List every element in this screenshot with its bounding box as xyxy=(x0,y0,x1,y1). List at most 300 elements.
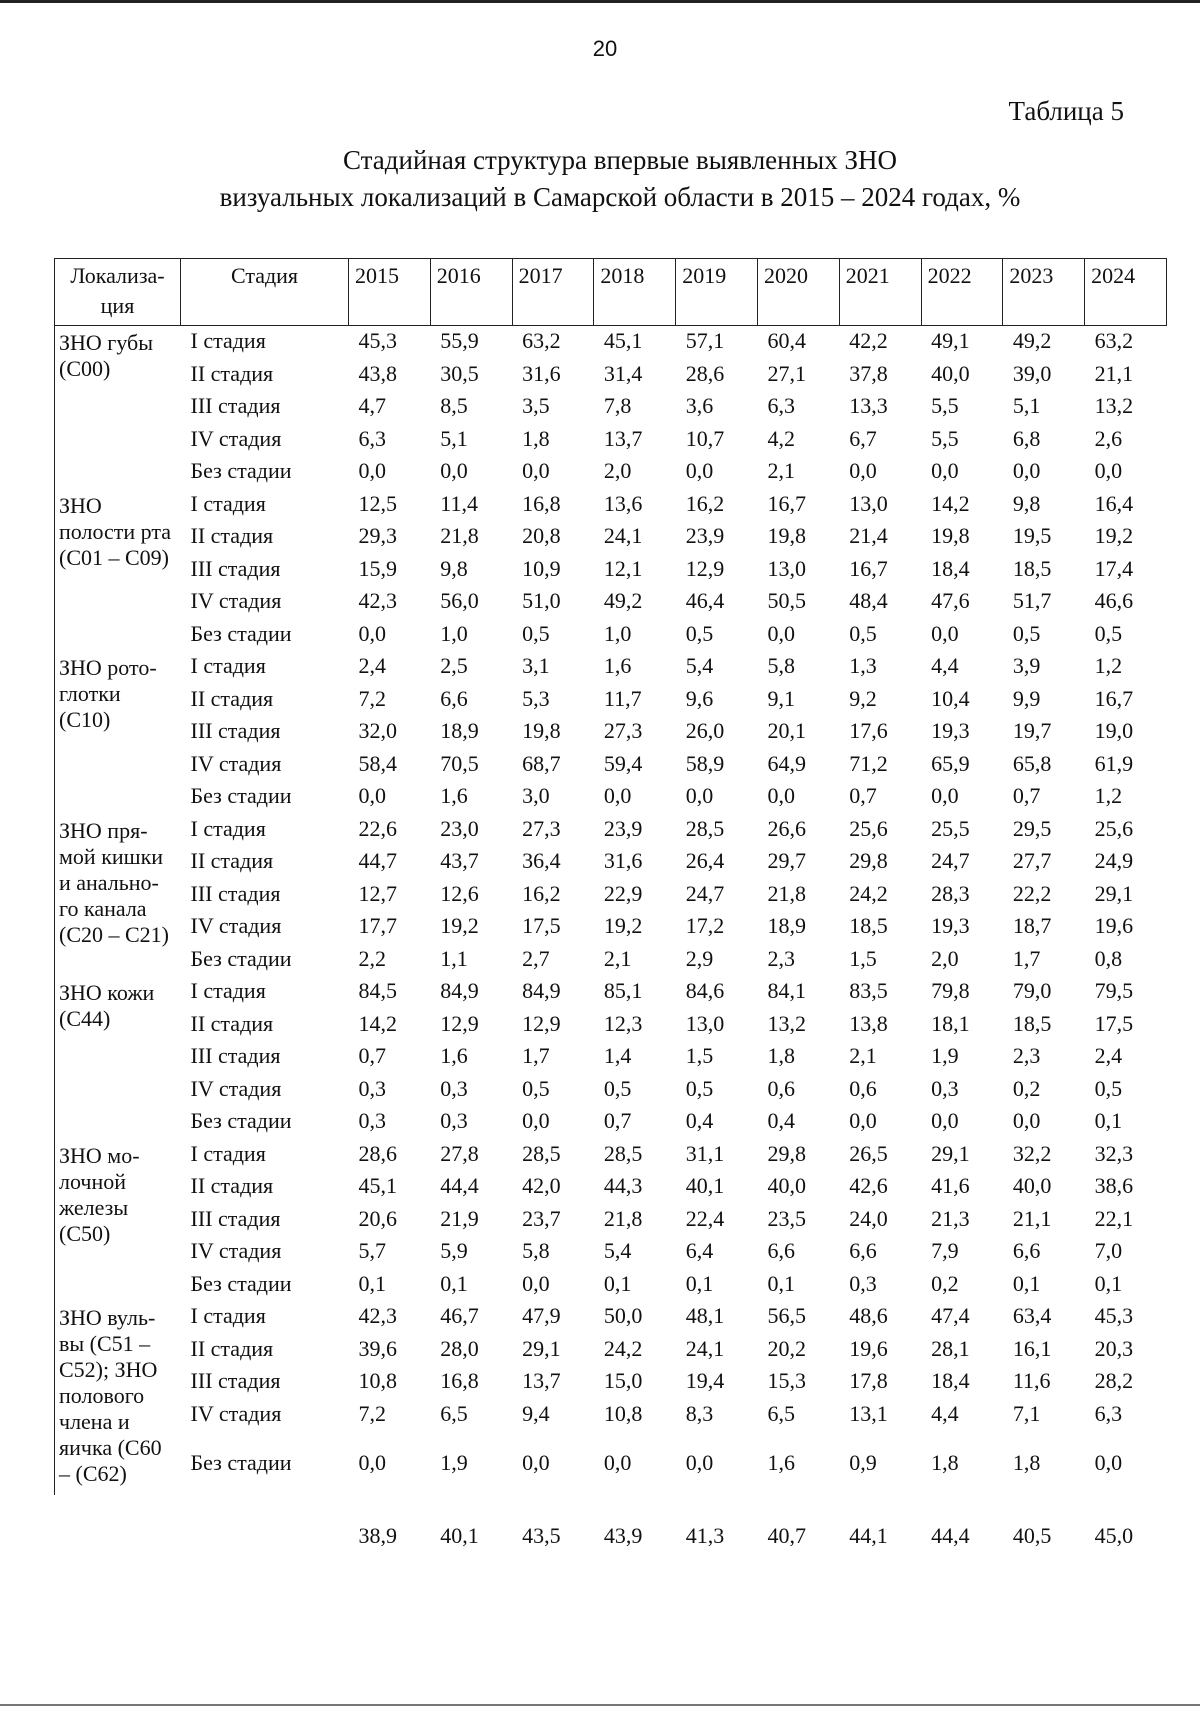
value-cell: 3,0 xyxy=(522,783,550,808)
value-cell: 45,3 xyxy=(358,328,397,353)
table-row xyxy=(55,846,1167,879)
stage-label: IV стадия xyxy=(190,1075,282,1101)
value-cell: 9,1 xyxy=(767,685,795,711)
value-cell: 5,9 xyxy=(440,1238,468,1263)
value-cell: 7,9 xyxy=(931,1238,959,1263)
value-cell: 0,5 xyxy=(603,1075,632,1101)
value-cell: 3,9 xyxy=(1012,653,1041,678)
table-row xyxy=(55,489,1167,522)
value-cell: 84,9 xyxy=(522,978,561,1003)
value-cell: 44,4 xyxy=(440,1173,479,1198)
value-cell: 0,6 xyxy=(849,1075,877,1101)
summary-value-cell: 44,4 xyxy=(931,1523,970,1548)
value-cell: 16,1 xyxy=(1012,1335,1052,1361)
table-row xyxy=(55,1106,1167,1139)
value-cell: 19,6 xyxy=(849,1335,888,1361)
value-cell: 19,2 xyxy=(1094,523,1134,548)
table-row xyxy=(55,1041,1167,1074)
value-cell: 0,0 xyxy=(931,620,959,646)
value-cell: 9,8 xyxy=(1012,490,1041,516)
value-cell: 2,7 xyxy=(522,945,550,971)
value-cell: 0,0 xyxy=(522,458,550,483)
header-year: 2018 xyxy=(594,259,676,326)
value-cell: 0,0 xyxy=(1012,458,1041,483)
value-cell: 0,0 xyxy=(522,1108,550,1133)
table-row xyxy=(55,456,1167,489)
value-cell: 49,1 xyxy=(931,328,970,353)
summary-value-cell: 43,5 xyxy=(522,1523,561,1548)
stage-label: II стадия xyxy=(190,523,274,548)
value-cell: 13,8 xyxy=(849,1010,888,1036)
table-row xyxy=(55,1269,1167,1302)
value-cell: 0,0 xyxy=(522,1270,550,1296)
value-cell: 28,1 xyxy=(931,1335,970,1361)
value-cell: 28,5 xyxy=(685,815,725,841)
page-number: 20 xyxy=(592,36,618,61)
value-cell: 18,4 xyxy=(931,555,970,581)
value-cell: 2,4 xyxy=(1094,1043,1123,1068)
value-cell: 42,2 xyxy=(849,328,888,353)
value-cell: 6,6 xyxy=(440,685,468,711)
value-cell: 23,9 xyxy=(685,523,725,548)
value-cell: 4,4 xyxy=(931,1400,959,1426)
value-cell: 0,0 xyxy=(767,620,795,646)
value-cell: 1,3 xyxy=(849,653,877,678)
value-cell: 2,6 xyxy=(1094,425,1123,451)
stage-label: IV стадия xyxy=(190,750,282,776)
value-cell: 32,2 xyxy=(1012,1140,1052,1166)
value-cell: 2,0 xyxy=(931,945,959,971)
value-cell: 28,6 xyxy=(358,1140,397,1166)
value-cell: 16,7 xyxy=(849,555,888,581)
value-cell: 12,7 xyxy=(358,880,397,906)
table-row xyxy=(55,1431,1167,1495)
table-row xyxy=(55,781,1167,814)
value-cell: 0,8 xyxy=(1094,945,1123,971)
value-cell: 21,3 xyxy=(931,1205,970,1231)
value-cell: 84,6 xyxy=(685,978,725,1003)
value-cell: 79,0 xyxy=(1012,978,1052,1003)
value-cell: 0,3 xyxy=(931,1075,959,1101)
value-cell: 0,0 xyxy=(849,1108,877,1133)
value-cell: 19,8 xyxy=(931,523,970,548)
value-cell: 16,4 xyxy=(1094,490,1134,516)
value-cell: 13,1 xyxy=(849,1400,888,1426)
value-cell: 2,9 xyxy=(685,945,714,971)
stage-label: Без стадии xyxy=(190,458,292,483)
value-cell: 13,6 xyxy=(603,490,643,516)
value-cell: 21,8 xyxy=(767,880,806,906)
value-cell: 45,1 xyxy=(603,328,643,353)
value-cell: 18,5 xyxy=(1012,555,1052,581)
value-cell: 79,5 xyxy=(1094,978,1134,1003)
value-cell: 0,6 xyxy=(767,1075,795,1101)
value-cell: 15,3 xyxy=(767,1368,806,1393)
value-cell: 10,4 xyxy=(931,685,970,711)
localization-label: ЗНО пря-мой кишки и анально-го канала (С20 – С21) xyxy=(55,814,181,977)
value-cell: 15,9 xyxy=(358,555,397,581)
value-cell: 2,5 xyxy=(440,653,468,678)
value-cell: 0,1 xyxy=(1094,1270,1123,1296)
value-cell: 22,6 xyxy=(358,815,397,841)
summary-value-cell: 40,5 xyxy=(1012,1523,1052,1548)
value-cell: 0,5 xyxy=(685,1075,714,1101)
value-cell: 8,5 xyxy=(440,393,468,418)
value-cell: 71,2 xyxy=(849,750,888,776)
value-cell: 50,0 xyxy=(603,1303,643,1328)
table-row xyxy=(55,684,1167,717)
value-cell: 85,1 xyxy=(603,978,643,1003)
value-cell: 1,6 xyxy=(440,1043,468,1068)
value-cell: 63,2 xyxy=(522,328,561,353)
value-cell: 3,5 xyxy=(522,393,550,418)
value-cell: 47,9 xyxy=(522,1303,561,1328)
stage-label: I стадия xyxy=(190,815,266,841)
value-cell: 6,6 xyxy=(1012,1238,1041,1263)
header-year: 2016 xyxy=(430,259,512,326)
value-cell: 0,3 xyxy=(440,1075,468,1101)
value-cell: 79,8 xyxy=(931,978,970,1003)
value-cell: 0,0 xyxy=(685,458,714,483)
value-cell: 19,0 xyxy=(1094,718,1134,743)
value-cell: 0,1 xyxy=(685,1270,714,1296)
stage-label: I стадия xyxy=(190,328,266,353)
value-cell: 17,7 xyxy=(358,913,397,938)
value-cell: 43,8 xyxy=(358,360,397,386)
value-cell: 16,8 xyxy=(522,490,561,516)
stage-label: I стадия xyxy=(190,1303,266,1328)
value-cell: 5,3 xyxy=(522,685,550,711)
value-cell: 24,1 xyxy=(603,523,643,548)
header-localization: Локализа-ция xyxy=(55,259,181,326)
value-cell: 5,8 xyxy=(522,1238,550,1263)
value-cell: 0,0 xyxy=(931,458,959,483)
stage-label: Без стадии xyxy=(190,1450,292,1475)
value-cell: 84,5 xyxy=(358,978,397,1003)
value-cell: 17,8 xyxy=(849,1368,888,1393)
value-cell: 0,2 xyxy=(1012,1075,1041,1101)
value-cell: 18,7 xyxy=(1012,913,1052,938)
value-cell: 13,7 xyxy=(522,1368,561,1393)
value-cell: 44,3 xyxy=(603,1173,643,1198)
value-cell: 18,9 xyxy=(767,913,806,938)
value-cell: 11,7 xyxy=(603,685,642,711)
stage-label: II стадия xyxy=(190,1173,274,1198)
value-cell: 0,0 xyxy=(685,783,714,808)
value-cell: 13,0 xyxy=(685,1010,725,1036)
value-cell: 0,3 xyxy=(849,1270,877,1296)
value-cell: 6,6 xyxy=(767,1238,795,1263)
value-cell: 38,6 xyxy=(1094,1173,1134,1198)
value-cell: 11,4 xyxy=(440,490,478,516)
stage-label: I стадия xyxy=(190,978,266,1003)
stage-label: IV стадия xyxy=(190,425,282,451)
top-border-line xyxy=(0,0,1200,3)
summary-row xyxy=(55,1495,1167,1567)
table-row xyxy=(55,554,1167,587)
empty-cell xyxy=(55,1495,181,1567)
value-cell: 24,7 xyxy=(685,880,725,906)
value-cell: 28,6 xyxy=(685,360,725,386)
header-year: 2019 xyxy=(676,259,758,326)
value-cell: 2,1 xyxy=(603,945,632,971)
stage-label: IV стадия xyxy=(190,1238,282,1263)
table-row xyxy=(55,359,1167,392)
stage-label: II стадия xyxy=(190,685,274,711)
summary-value-cell: 41,3 xyxy=(685,1523,725,1548)
value-cell: 50,5 xyxy=(767,588,806,613)
value-cell: 31,6 xyxy=(603,848,643,873)
value-cell: 42,3 xyxy=(358,1303,397,1328)
value-cell: 6,8 xyxy=(1012,425,1041,451)
value-cell: 13,2 xyxy=(767,1010,806,1036)
value-cell: 17,5 xyxy=(522,913,561,938)
value-cell: 0,0 xyxy=(603,1450,632,1475)
value-cell: 60,4 xyxy=(767,328,806,353)
table-row xyxy=(55,976,1167,1009)
value-cell: 0,1 xyxy=(1094,1108,1123,1133)
value-cell: 11,6 xyxy=(1012,1368,1051,1393)
value-cell: 24,0 xyxy=(849,1205,888,1231)
value-cell: 5,5 xyxy=(931,425,959,451)
table-row xyxy=(55,1009,1167,1042)
header-year: 2021 xyxy=(839,259,921,326)
header-year: 2020 xyxy=(757,259,839,326)
value-cell: 13,2 xyxy=(1094,393,1134,418)
value-cell: 48,1 xyxy=(685,1303,725,1328)
value-cell: 1,8 xyxy=(767,1043,795,1068)
value-cell: 61,9 xyxy=(1094,750,1134,776)
table-row xyxy=(55,911,1167,944)
value-cell: 39,6 xyxy=(358,1335,397,1361)
value-cell: 5,4 xyxy=(603,1238,632,1263)
value-cell: 5,1 xyxy=(1012,393,1041,418)
value-cell: 64,9 xyxy=(767,750,806,776)
value-cell: 0,1 xyxy=(1012,1270,1041,1296)
value-cell: 12,9 xyxy=(522,1010,561,1036)
value-cell: 14,2 xyxy=(931,490,970,516)
summary-value-cell: 45,0 xyxy=(1094,1523,1134,1548)
value-cell: 12,6 xyxy=(440,880,479,906)
value-cell: 0,0 xyxy=(685,1450,714,1475)
value-cell: 13,0 xyxy=(849,490,888,516)
value-cell: 17,4 xyxy=(1094,555,1134,581)
value-cell: 13,3 xyxy=(849,393,888,418)
value-cell: 0,3 xyxy=(358,1075,386,1101)
value-cell: 0,1 xyxy=(767,1270,795,1296)
value-cell: 0,3 xyxy=(358,1108,386,1133)
stage-label: II стадия xyxy=(190,848,274,873)
value-cell: 27,3 xyxy=(522,815,561,841)
value-cell: 21,4 xyxy=(849,523,888,548)
table-row xyxy=(55,651,1167,684)
value-cell: 29,1 xyxy=(522,1335,561,1361)
value-cell: 28,3 xyxy=(931,880,970,906)
value-cell: 25,5 xyxy=(931,815,970,841)
table-row xyxy=(55,521,1167,554)
value-cell: 6,4 xyxy=(685,1238,714,1263)
value-cell: 4,7 xyxy=(358,393,386,418)
value-cell: 10,7 xyxy=(685,425,725,451)
value-cell: 13,0 xyxy=(767,555,806,581)
stage-label: II стадия xyxy=(190,1010,274,1036)
value-cell: 0,5 xyxy=(1094,620,1123,646)
stage-label: II стадия xyxy=(190,1335,274,1361)
value-cell: 25,6 xyxy=(849,815,888,841)
value-cell: 19,3 xyxy=(931,913,970,938)
value-cell: 26,0 xyxy=(685,718,725,743)
value-cell: 5,8 xyxy=(767,653,795,678)
value-cell: 12,1 xyxy=(603,555,643,581)
stage-label: Без стадии xyxy=(190,620,292,646)
table-row xyxy=(55,1399,1167,1432)
table-row xyxy=(55,619,1167,652)
localization-label: ЗНО рото-глотки (С10) xyxy=(55,651,181,814)
value-cell: 0,5 xyxy=(1094,1075,1123,1101)
table-row xyxy=(55,326,1167,359)
value-cell: 7,0 xyxy=(1094,1238,1123,1263)
stage-label: II стадия xyxy=(190,360,274,386)
table-row xyxy=(55,1074,1167,1107)
value-cell: 24,1 xyxy=(685,1335,725,1361)
value-cell: 29,1 xyxy=(1094,880,1134,906)
value-cell: 1,7 xyxy=(1012,945,1041,971)
value-cell: 7,1 xyxy=(1012,1400,1041,1426)
value-cell: 6,3 xyxy=(1094,1400,1123,1426)
stage-label: Без стадии xyxy=(190,1270,292,1296)
header-stage: Стадия xyxy=(181,259,349,326)
header-year: 2022 xyxy=(921,259,1003,326)
table-row xyxy=(55,1236,1167,1269)
value-cell: 0,0 xyxy=(358,783,386,808)
table-body xyxy=(55,326,1167,1568)
value-cell: 0,4 xyxy=(685,1108,714,1133)
value-cell: 51,7 xyxy=(1012,588,1052,613)
value-cell: 16,7 xyxy=(1094,685,1134,711)
value-cell: 28,2 xyxy=(1094,1368,1134,1393)
value-cell: 43,7 xyxy=(440,848,479,873)
value-cell: 19,2 xyxy=(440,913,479,938)
value-cell: 1,4 xyxy=(603,1043,632,1068)
value-cell: 23,0 xyxy=(440,815,479,841)
value-cell: 59,4 xyxy=(603,750,643,776)
value-cell: 18,9 xyxy=(440,718,479,743)
value-cell: 19,2 xyxy=(603,913,643,938)
localization-label: ЗНО полости рта (С01 – С09) xyxy=(55,489,181,652)
table-row xyxy=(55,1139,1167,1172)
value-cell: 0,0 xyxy=(603,783,632,808)
value-cell: 56,0 xyxy=(440,588,479,613)
value-cell: 28,0 xyxy=(440,1335,479,1361)
value-cell: 7,8 xyxy=(603,393,632,418)
value-cell: 31,1 xyxy=(685,1140,725,1166)
value-cell: 5,4 xyxy=(685,653,714,678)
table-row xyxy=(55,1366,1167,1399)
value-cell: 28,5 xyxy=(522,1140,561,1166)
value-cell: 32,0 xyxy=(358,718,397,743)
value-cell: 27,3 xyxy=(603,718,643,743)
value-cell: 0,1 xyxy=(440,1270,468,1296)
stage-label: III стадия xyxy=(190,880,281,906)
table-row xyxy=(55,391,1167,424)
value-cell: 6,7 xyxy=(849,425,877,451)
value-cell: 2,3 xyxy=(1012,1043,1041,1068)
value-cell: 2,0 xyxy=(603,458,632,483)
value-cell: 26,5 xyxy=(849,1140,888,1166)
value-cell: 57,1 xyxy=(685,328,725,353)
document-title xyxy=(0,142,1200,216)
value-cell: 8,3 xyxy=(685,1400,714,1426)
value-cell: 9,8 xyxy=(440,555,468,581)
value-cell: 16,7 xyxy=(767,490,806,516)
value-cell: 2,4 xyxy=(358,653,386,678)
value-cell: 2,1 xyxy=(849,1043,877,1068)
value-cell: 84,1 xyxy=(767,978,806,1003)
value-cell: 19,4 xyxy=(685,1368,725,1393)
value-cell: 16,2 xyxy=(522,880,561,906)
value-cell: 22,1 xyxy=(1094,1205,1134,1231)
value-cell: 10,8 xyxy=(603,1400,643,1426)
value-cell: 46,4 xyxy=(685,588,725,613)
value-cell: 58,4 xyxy=(358,750,397,776)
value-cell: 40,0 xyxy=(931,360,970,386)
value-cell: 32,3 xyxy=(1094,1140,1134,1166)
value-cell: 23,9 xyxy=(603,815,643,841)
value-cell: 20,8 xyxy=(522,523,561,548)
value-cell: 1,6 xyxy=(767,1450,795,1475)
value-cell: 0,7 xyxy=(358,1043,386,1068)
value-cell: 0,7 xyxy=(1012,783,1041,808)
localization-label: ЗНО мо-лочной железы (С50) xyxy=(55,1139,181,1302)
value-cell: 24,2 xyxy=(849,880,888,906)
stage-structure-table xyxy=(54,258,1167,1567)
localization-label: ЗНО губы (С00) xyxy=(55,326,181,489)
value-cell: 31,6 xyxy=(522,360,561,386)
value-cell: 1,0 xyxy=(603,620,632,646)
value-cell: 84,9 xyxy=(440,978,479,1003)
value-cell: 0,0 xyxy=(358,458,386,483)
value-cell: 1,8 xyxy=(522,425,550,451)
value-cell: 29,7 xyxy=(767,848,806,873)
value-cell: 27,7 xyxy=(1012,848,1052,873)
value-cell: 0,0 xyxy=(358,620,386,646)
value-cell: 23,7 xyxy=(522,1205,561,1231)
value-cell: 13,7 xyxy=(603,425,643,451)
value-cell: 5,5 xyxy=(931,393,959,418)
value-cell: 30,5 xyxy=(440,360,479,386)
value-cell: 16,8 xyxy=(440,1368,479,1393)
value-cell: 70,5 xyxy=(440,750,479,776)
value-cell: 68,7 xyxy=(522,750,561,776)
value-cell: 12,3 xyxy=(603,1010,643,1036)
value-cell: 5,1 xyxy=(440,425,468,451)
value-cell: 27,8 xyxy=(440,1140,479,1166)
value-cell: 0,5 xyxy=(685,620,714,646)
value-cell: 6,6 xyxy=(849,1238,877,1263)
value-cell: 65,9 xyxy=(931,750,970,776)
value-cell: 39,0 xyxy=(1012,360,1052,386)
value-cell: 1,7 xyxy=(522,1043,550,1068)
table-row xyxy=(55,1204,1167,1237)
value-cell: 21,8 xyxy=(440,523,479,548)
value-cell: 15,0 xyxy=(603,1368,643,1393)
header-year: 2017 xyxy=(512,259,594,326)
value-cell: 44,7 xyxy=(358,848,397,873)
value-cell: 1,0 xyxy=(440,620,468,646)
value-cell: 1,5 xyxy=(685,1043,714,1068)
stage-label: III стадия xyxy=(190,1043,281,1068)
value-cell: 7,2 xyxy=(358,1400,386,1426)
